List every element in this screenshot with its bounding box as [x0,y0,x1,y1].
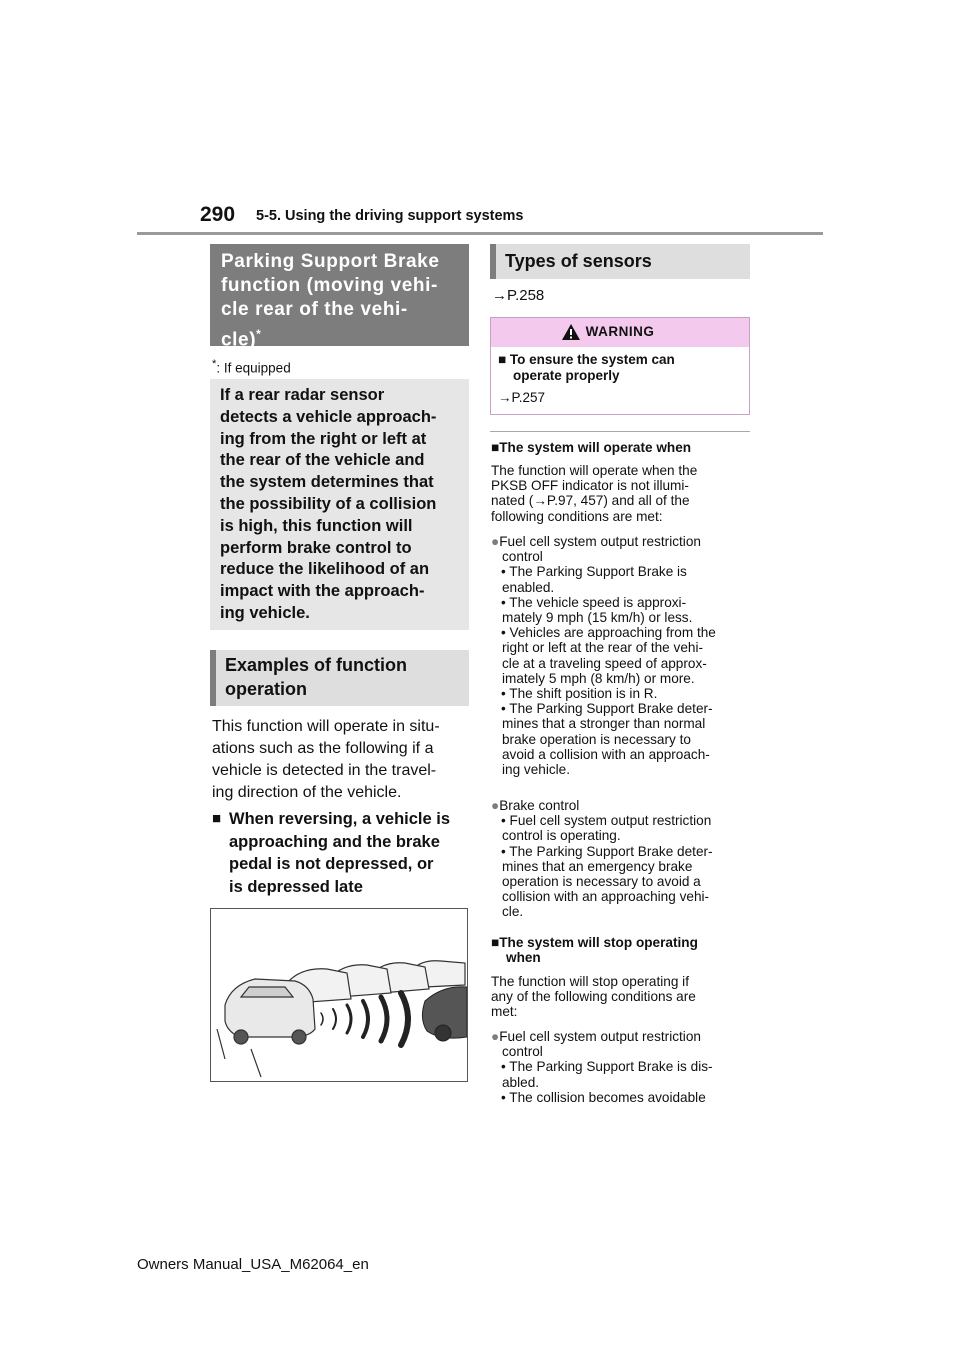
text-line: avoid a collision with an approach- [502,746,710,762]
text-line: ations such as the following if a [212,740,434,757]
section-divider [490,431,750,432]
dash-bullet: • [501,686,506,702]
heading-line: cle) [221,329,257,351]
text-line: mines that an emergency brake [502,858,693,874]
page-reference[interactable] [492,287,544,304]
text-line: This function will operate in situ- [212,718,440,735]
list-item: The Parking Support Brake deter- [509,843,713,859]
page-number: 290 [200,203,236,226]
condition-group-3 [491,1029,753,1105]
warning-subheading [498,352,738,384]
text-line: control [502,1044,543,1060]
types-of-sensors-heading: Types of sensors [490,244,750,279]
text-line: control is operating. [502,828,621,844]
text-line: abled. [502,1074,540,1090]
parking-lot-illustration [211,909,467,1081]
text-line: The function will operate when the [491,463,698,478]
text-line: To ensure the system can [509,352,675,367]
summary-line: If a rear radar sensor [220,386,385,404]
examples-heading [210,650,469,706]
list-item: The Parking Support Brake deter- [509,701,713,717]
footnote-asterisk: * [212,358,217,370]
summary-line: ing from the right or left at [220,429,427,448]
heading-line: Parking Support Brake [221,251,440,272]
dash-bullet: • [501,813,506,829]
summary-line: the possibility of a collision [220,494,437,513]
group-title: Brake control [499,798,580,813]
dash-bullet: • [501,564,506,580]
text-line: pedal is not depressed, or [229,855,434,873]
warning-page-reference[interactable] [498,390,545,405]
summary-line: impact with the approach- [220,582,425,601]
reversing-illustration [210,908,468,1082]
text-line: brake operation is necessary to [502,731,691,747]
list-item: The vehicle speed is approxi- [509,594,687,610]
function-summary-box [210,379,469,630]
operate-intro [491,463,753,524]
dash-bullet: • [501,594,506,610]
text-line: control [502,549,543,565]
list-item: Vehicles are approaching from the [509,625,716,641]
text-line: vehicle is detected in the travel- [212,762,437,779]
text-line: enabled. [502,579,555,595]
text-line: approaching and the brake [229,832,440,851]
reference-text: P.257 [511,390,546,405]
parking-support-brake-heading [210,244,469,351]
text-line: When reversing, a vehicle is [229,810,451,828]
dash-bullet: • [501,843,506,859]
list-item: The collision becomes avoidable [509,1089,706,1105]
text-line: when [506,950,541,966]
condition-group-2 [491,798,753,920]
arrow-icon: → [498,390,512,405]
reference-text: P.258 [507,287,545,304]
intro-paragraph [212,716,470,804]
list-item: The Parking Support Brake is dis- [509,1059,713,1075]
text-line: The function will stop operating if [491,974,689,989]
section-title: 5-5. Using the driving support systems [256,208,524,224]
summary-line: detects a vehicle approach- [220,407,437,426]
text-line: right or left at the rear of the vehi- [502,640,703,656]
text-line: met: [491,1004,518,1020]
text-line: following conditions are met: [491,508,663,524]
text-line: nated (→P.97, 457) and all of the [491,493,690,509]
text-line: imately 5 mph (8 km/h) or more. [502,670,695,686]
summary-line: the system determines that [220,473,434,492]
heading-line: cle rear of the vehi- [221,299,408,320]
circle-bullet: ● [491,798,500,813]
group-title: Fuel cell system output restriction [499,534,701,549]
summary-line: is high, this function will [220,516,413,535]
stop-intro [491,974,753,1020]
dash-bullet: • [501,1089,506,1105]
heading-text: The system will stop operating [499,935,698,950]
warning-box [490,317,750,415]
text-line: cle at a traveling speed of approx- [502,655,707,671]
dash-bullet: • [501,1059,506,1075]
footnote [212,358,291,376]
operate-heading [491,440,753,455]
text-line: ing direction of the vehicle. [212,784,402,801]
heading-line: Examples of function [225,655,408,675]
square-bullet: ■ [491,440,500,455]
text-line: PKSB OFF indicator is not illumi- [491,478,689,494]
text-line: any of the following conditions are [491,989,696,1005]
square-bullet: ■ [498,352,507,367]
list-item: Fuel cell system output restriction [509,813,712,829]
list-item: The shift position is in R. [509,686,658,702]
heading-text: The system will operate when [499,440,692,455]
square-bullet: ■ [491,935,500,950]
heading-line: function (moving vehi- [221,275,438,296]
list-item: The Parking Support Brake is [509,564,687,580]
summary-line: ing vehicle. [220,603,310,622]
dash-bullet: • [501,625,506,641]
summary-line: reduce the likelihood of an [220,560,430,579]
stop-heading [491,935,753,965]
text-line: is depressed late [229,877,363,896]
text-line: mately 9 mph (15 km/h) or less. [502,610,693,626]
summary-line: perform brake control to [220,538,412,557]
footer-document-id: Owners Manual_USA_M62064_en [137,1256,369,1273]
reversing-subheading [212,808,470,898]
text-line: operation is necessary to avoid a [502,874,701,890]
footnote-marker: * [256,327,262,341]
text-line: cle. [502,904,524,920]
heading-line: operation [225,679,308,699]
group-title: Fuel cell system output restriction [499,1029,701,1044]
condition-group-1 [491,534,753,777]
warning-title: WARNING [585,324,655,339]
arrow-icon: → [492,287,507,304]
circle-bullet: ● [491,1029,500,1044]
header-rule [137,232,823,235]
summary-line: the rear of the vehicle and [220,451,425,470]
text-line: collision with an approaching vehi- [502,889,710,905]
circle-bullet: ● [491,534,500,549]
text-line: mines that a stronger than normal [502,716,706,732]
dash-bullet: • [501,701,506,717]
text-line: ing vehicle. [502,762,571,778]
square-bullet: ■ [212,810,222,827]
text-line: operate properly [513,368,620,383]
footnote-text: : If equipped [216,360,291,376]
